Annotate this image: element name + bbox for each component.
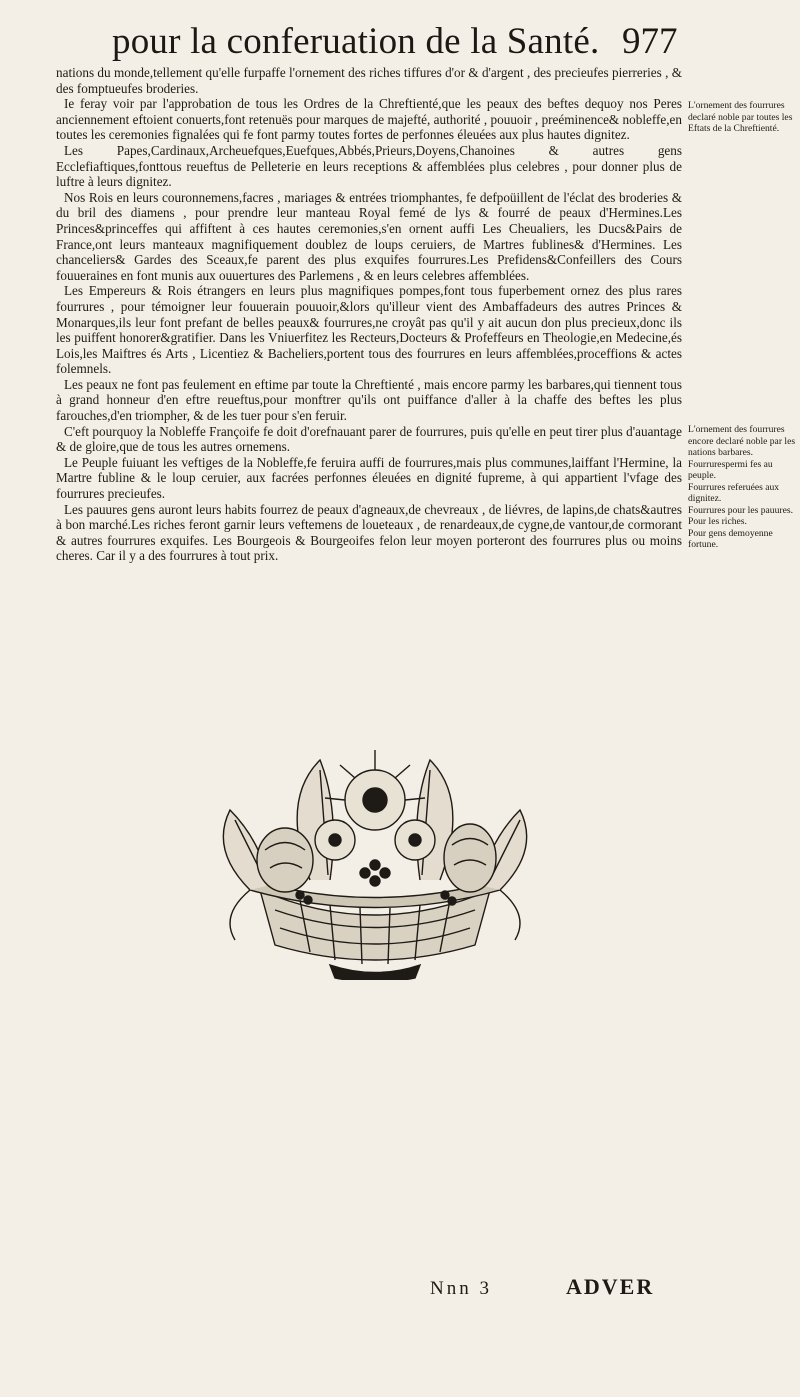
paragraph: C'eft pourquoy la Nobleffe Françoife fe doit d'orefnauant parer de fourrures, puis qu'elle en peut tirer plus d'auantage & de gloire,que de tous les autres ornemens. <box>56 423 682 455</box>
paragraph: Les peaux ne font pas feulement en eftime par toute la Chreftienté , mais encore parmy les barbares,qui tiennent tous à grand honneur d'en eftre reueftus,pour monftrer qu'ils ont puiffance d'aller à la chaffe des beftes les plus farouches,d'en triompher, & de les tuer pour s'en feruir. <box>56 376 682 424</box>
woodcut-fruit-basket-illustration <box>190 740 560 980</box>
running-title: pour la conferuation de la Santé. <box>112 21 600 62</box>
basket-foot <box>330 965 420 980</box>
paragraph: nations du monde,tellement qu'elle furpaffe l'ornement des riches tiffures d'or & d'argent , des precieufes pierreries , & des fomptueufes broderies. <box>56 65 682 96</box>
margin-note: L'ornement des fourrures declaré noble par toutes les Eftats de la Chreftienté. <box>688 100 793 134</box>
margin-note: Fourrurespermi fes au peuple. <box>688 458 773 481</box>
paragraph: Le Peuple fuiuant les veftiges de la Nobleffe,fe feruira auffi de fourrures,mais plus communes,laiffant l'Hermine, la Martre fubline & le loup ceruier, aux facrées perfonnes éleuées en dignité fupreme, à qui appartient l'vfage des fourrures precieufes. <box>56 454 682 502</box>
margin-note: Fourrures pour les pauures. <box>688 504 793 516</box>
paragraph: Les Empereurs & Rois étrangers en leurs plus magnifiques pompes,font tous fuperbement ornez des plus rares fourrures , pour témoigner leur fouuerain pouuoir,&lors qu'illeur vient des Ambaffadeurs des autres Princes & Monarques,ils leur font prefant de belles peaux& fourrures,ne croyât pas qu'il y ait aucun don plus precieux,donc ils les puiffent honorer&gratifier. Dans les Vniuerfitez les Recteurs,Docteurs & Profeffeurs en Theologie,en Medecine,és Lois,les Maiftres és Arts , Licentiez & Bacheliers,portent tous des fourrures en leurs affemblées,proceffions & actes folemnels. <box>56 283 682 377</box>
margin-note: Pour les riches. <box>688 516 747 527</box>
main-text <box>56 65 682 564</box>
catchword: ADVER <box>566 1274 655 1299</box>
margin-note: L'ornement des fourrures encore declaré noble par les nations barbares. <box>688 424 796 458</box>
paragraph: Les Papes,Cardinaux,Archeuefques,Euefques,Abbés,Prieurs,Doyens,Chanoines & autres gens Ecclefiaftiques,fonttous reueftus de Pelleterie en leurs receptions & affemblées plus celebres , pour donner plus de luftre à leurs dignitez. <box>56 142 682 190</box>
margin-note-group <box>688 100 796 135</box>
margin-note: Fourrures referuées aux dignitez. <box>688 481 780 504</box>
paragraph: Les pauures gens auront leurs habits fourrez de peaux d'agneaux,de chevreaux , de liévres, de lapins,de chats&autres à bon marché.Les riches feront garnir leurs veftemens de loueteaux , de renardeaux,de cygne,de vantour,de cormorant & autres fourrures exquifes. Les Bourgeois & Bourgeoifes felon leur moyen porteront des fourrures plus ou moins cheres. Car il y a des fourrures à tout prix. <box>56 501 682 564</box>
page-number: 977 <box>622 21 678 62</box>
signature-mark: Nnn 3 <box>430 1278 492 1299</box>
margin-note-group <box>688 424 796 551</box>
margin-note: Pour gens demoyenne fortune. <box>688 527 773 550</box>
paragraph: Nos Rois en leurs couronnemens,facres , mariages & entrées triomphantes, fe defpoüillent de l'éclat des broderies & du bril des diamens , pour prendre leur manteau Royal femé de lys & fourré de peaux d'Hermines.Les Princes&princeffes qui affiftent à ces hautes ceremonies,s'en ornent auffi Les Cheualiers, les Ducs&Pairs de France,ont leurs manteaux magnifiquement doublez de loups ceruiers, de Martres fublines& d'Hermines. Les chanceliers& Gardes des Sceaux,fe parent des plus exquifes fourrures.Les Prefidens&Confeillers des Cours fouueraines en font munis aux ouuertures des Parlemens , & en leurs celebres affemblées. <box>56 189 682 283</box>
paragraph: Ie feray voir par l'approbation de tous les Ordres de la Chreftienté,que les peaux des beftes dequoy nos Peres anciennement eftoient conuerts,font retenuës pour marques de majefté, authorité , pouuoir , preéminence& nobleffe,en toutes les ceremonies fignalées qui fe font parmy toutes fortes de perfonnes éleuées aux plus hautes dignitez. <box>56 96 682 143</box>
